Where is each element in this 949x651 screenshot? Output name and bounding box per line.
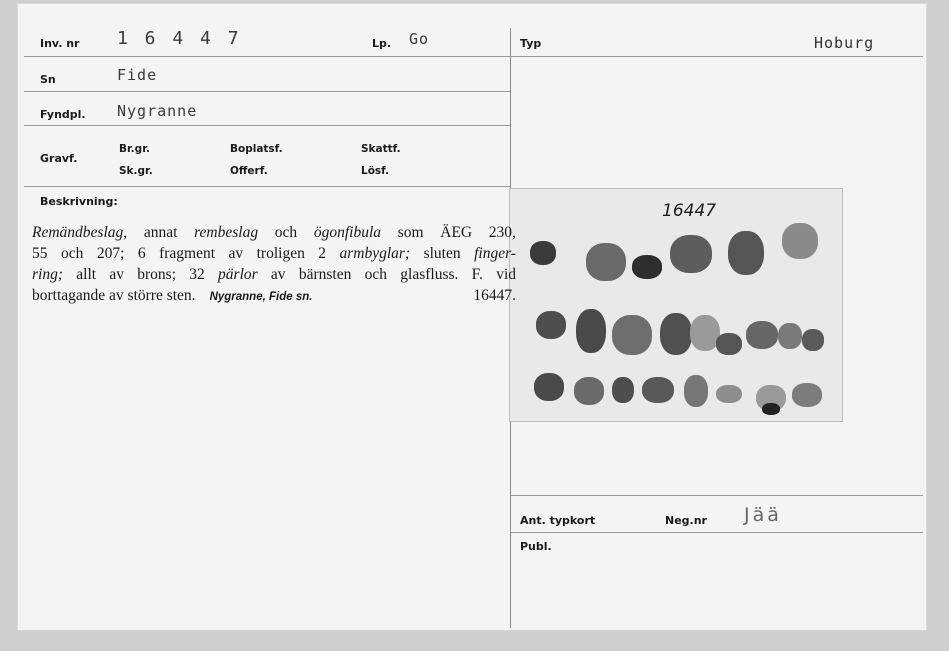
description-line [32,222,516,243]
find-object [586,243,626,281]
skattf-label: Skattf. [361,143,401,155]
typ-label: Typ [520,37,542,50]
desc-word: annat [143,224,178,241]
desc-word: troligen [256,245,305,262]
find-object [716,385,742,403]
find-object [612,377,634,403]
find-object [728,231,764,275]
description-line [32,264,516,285]
desc-word: Remändbeslag, [32,224,128,241]
find-object [684,375,708,407]
find-object [574,377,604,405]
find-object [762,403,780,415]
desc-word: sluten [423,245,461,262]
desc-word: och [274,224,298,241]
desc-word: 6 [137,245,146,262]
desc-word: som [397,224,424,241]
find-object [782,223,818,259]
sk-gr-label: Sk.gr. [119,165,153,177]
desc-word: bärnsten [298,266,352,283]
offerf-label: Offerf. [230,165,268,177]
desc-word: glasfluss. [400,266,459,283]
ant-typkort-label: Ant. typkort [520,514,596,527]
find-object [716,333,742,355]
divider [511,532,923,533]
lp-label: Lp. [372,37,392,50]
find-object [802,329,824,351]
find-object [576,309,606,353]
desc-text: borttagande av större sten. [32,287,196,304]
sn-label: Sn [40,73,56,86]
desc-word: av [270,266,286,283]
find-object [536,311,566,339]
divider [24,91,510,92]
finds-photograph [510,189,842,421]
desc-word: rembeslag [194,224,259,241]
lp-value: Go [409,30,430,48]
divider [24,186,510,187]
inv-nr-value: 1 6 4 4 7 [117,28,242,49]
desc-word: av [109,266,124,283]
neg-nr-value: Jää [744,504,782,526]
sn-value: Fide [117,66,158,84]
divider [24,56,510,57]
divider [511,495,923,496]
find-object [612,315,652,355]
desc-word: finger- [474,245,516,262]
br-gr-label: Br.gr. [119,143,150,155]
desc-word: 207; [96,245,125,262]
gravf-label: Gravf. [40,152,78,165]
find-object [530,241,556,265]
publ-label: Publ. [520,540,552,553]
desc-word: allt [76,266,97,283]
desc-word: 32 [189,266,205,283]
desc-source: Nygranne, Fide sn. [209,291,313,303]
catalog-card [18,4,926,630]
desc-word: 55 [32,245,48,262]
desc-word: ring; [32,266,63,283]
fyndpl-value: Nygranne [117,102,198,120]
boplatsf-label: Boplatsf. [230,143,283,155]
divider [511,56,923,57]
find-object [792,383,822,407]
desc-word: 230, [488,224,516,241]
desc-word: brons; [137,266,176,283]
find-object [534,373,564,401]
inv-nr-label: Inv. nr [40,37,80,50]
beskrivning-label: Beskrivning: [40,195,118,208]
desc-word: armbyglar; [339,245,411,262]
description-line [32,243,516,264]
desc-word: 2 [318,245,327,262]
description-line [32,285,516,306]
desc-word: pärlor [218,266,258,283]
find-object [778,323,802,349]
desc-number: 16447. [473,287,516,304]
typ-value: Hoburg [814,34,875,52]
find-object [670,235,712,273]
desc-word: ÄEG [440,224,473,241]
fyndpl-label: Fyndpl. [40,108,86,121]
description-text [32,222,516,306]
losf-label: Lösf. [361,165,390,177]
desc-word: ögonfibula [313,224,382,241]
find-object [642,377,674,403]
desc-word: vid [496,266,516,283]
desc-word: av [228,245,244,262]
desc-word: fragment [159,245,216,262]
desc-word: F. [471,266,483,283]
find-object [660,313,692,355]
find-object [746,321,778,349]
desc-word: och [364,266,387,283]
photo-number: 16447 [662,201,717,221]
neg-nr-label: Neg.nr [665,514,707,527]
divider [24,125,510,126]
desc-word: och [60,245,84,262]
find-object [632,255,662,279]
